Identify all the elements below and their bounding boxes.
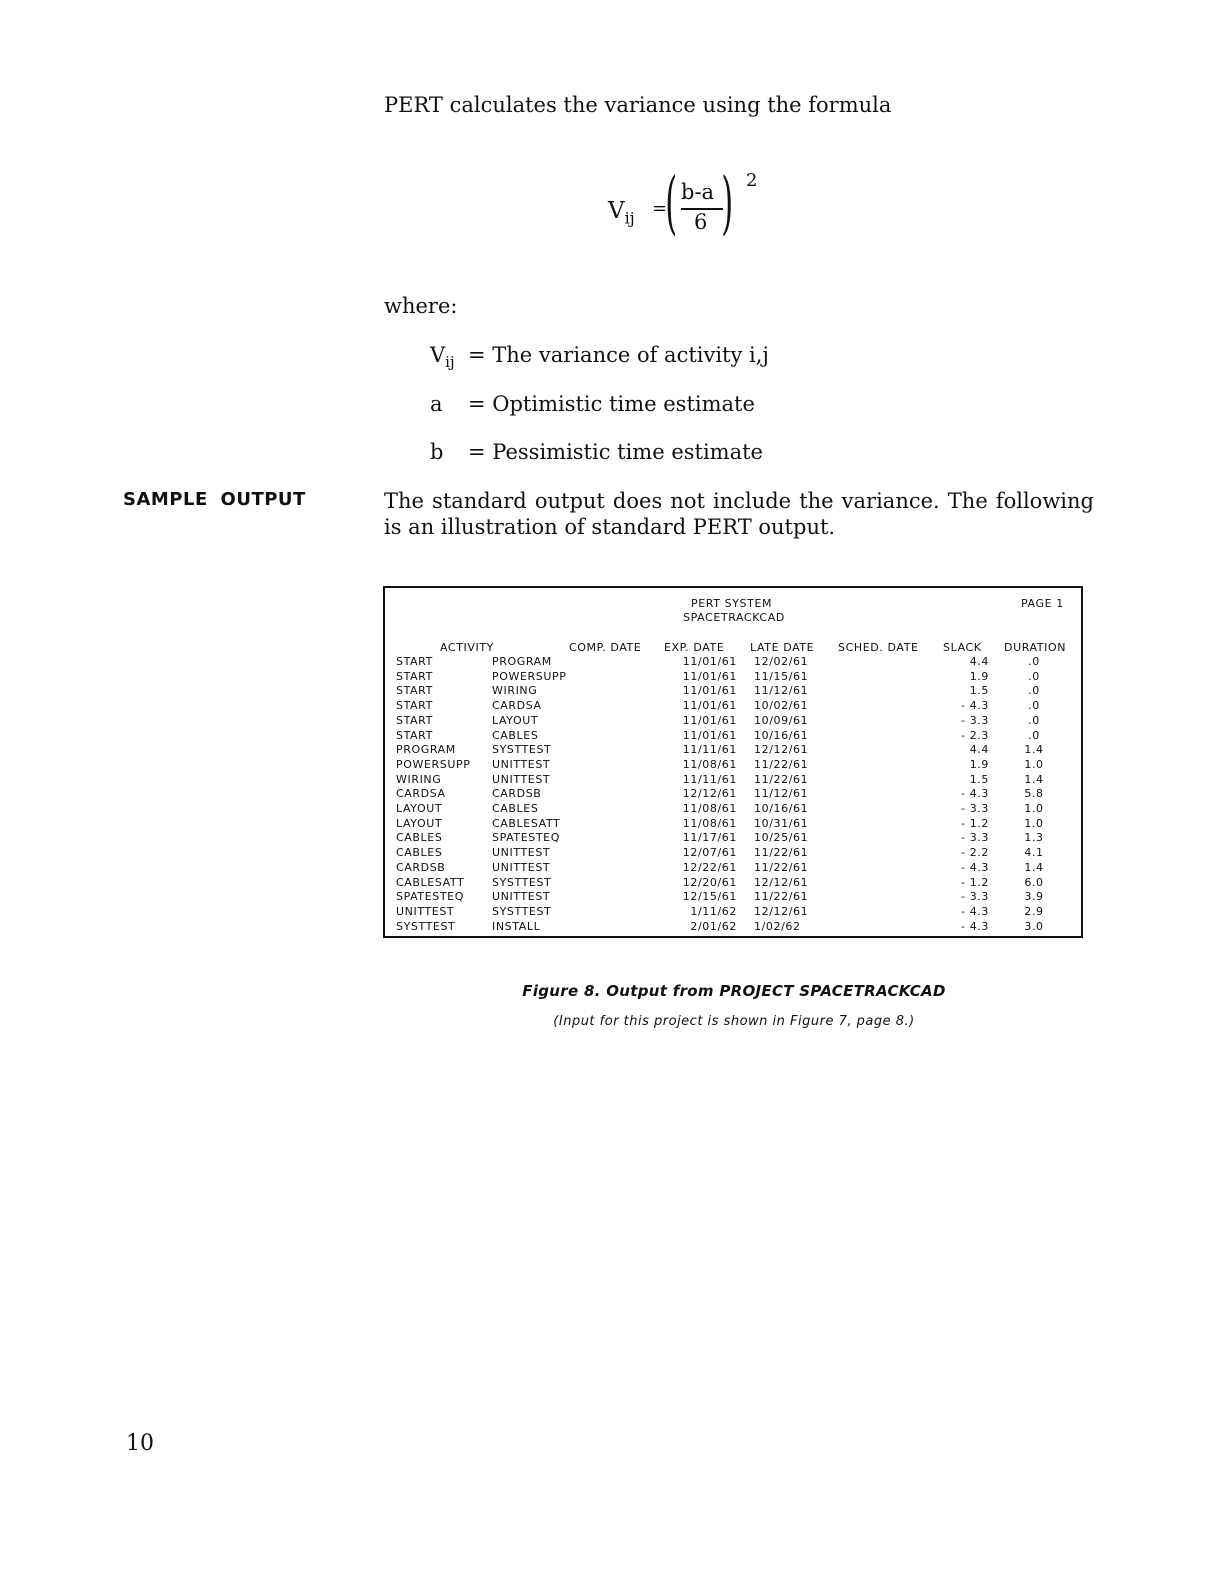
row-to-event: CABLES	[492, 728, 539, 742]
row-late-date: 11/22/61	[754, 772, 809, 786]
header-activity: ACTIVITY	[440, 641, 494, 654]
row-from-event: LAYOUT	[396, 816, 443, 830]
definition-b	[430, 440, 763, 464]
row-slack: - 2.3	[961, 728, 989, 742]
row-exp-date: 11/01/61	[682, 699, 737, 713]
header-sched-date: SCHED. DATE	[838, 641, 919, 654]
row-duration: 1.3	[1024, 831, 1044, 845]
row-late-date: 1/02/62	[754, 919, 801, 933]
row-slack: - 4.3	[961, 919, 989, 933]
row-exp-date: 12/12/61	[682, 787, 737, 801]
row-from-event: CABLESATT	[396, 875, 465, 889]
header-comp-date: COMP. DATE	[569, 641, 642, 654]
row-from-event: START	[396, 699, 433, 713]
row-exp-date: 1/11/62	[690, 904, 737, 918]
section-heading: SAMPLE OUTPUT	[123, 489, 306, 510]
row-to-event: UNITTEST	[492, 860, 551, 874]
row-to-event: UNITTEST	[492, 846, 551, 860]
intro-text: PERT calculates the variance using the formula	[384, 93, 892, 117]
row-slack: - 4.3	[961, 787, 989, 801]
row-exp-date: 11/11/61	[682, 772, 737, 786]
row-late-date: 11/15/61	[754, 669, 809, 683]
row-late-date: 10/16/61	[754, 802, 809, 815]
row-from-event: WIRING	[396, 772, 442, 786]
row-slack: - 1.2	[961, 816, 989, 830]
row-duration: 1.0	[1024, 757, 1044, 771]
row-duration: .0	[1028, 669, 1040, 683]
row-late-date: 11/22/61	[754, 860, 809, 874]
row-slack: 4.4	[969, 743, 989, 757]
header-duration: DURATION	[1004, 641, 1067, 654]
page-number: 10	[126, 1431, 154, 1456]
row-from-event: CARDSA	[396, 787, 446, 801]
definition-text: = Optimistic time estimate	[468, 392, 755, 416]
row-slack: - 3.3	[961, 802, 989, 815]
row-slack: 1.9	[969, 757, 989, 771]
row-slack: - 3.3	[961, 831, 989, 845]
row-slack: - 3.3	[961, 713, 989, 727]
row-late-date: 10/31/61	[754, 816, 809, 830]
row-exp-date: 11/01/61	[682, 669, 737, 683]
row-exp-date: 11/08/61	[682, 802, 737, 815]
row-from-event: START	[396, 728, 433, 742]
row-from-event: START	[396, 684, 433, 698]
row-slack: - 3.3	[961, 890, 989, 904]
row-slack: - 4.3	[961, 904, 989, 918]
row-to-event: PROGRAM	[492, 655, 552, 668]
variance-formula	[608, 164, 768, 248]
pert-printout	[383, 586, 1083, 938]
header-exp-date: EXP. DATE	[664, 641, 725, 654]
row-exp-date: 11/01/61	[682, 713, 737, 727]
definition-symbol: b	[430, 440, 444, 464]
row-duration: .0	[1028, 728, 1040, 742]
formula-denominator: 6	[694, 210, 708, 234]
definition-vij	[430, 343, 769, 371]
row-duration: 1.0	[1024, 802, 1044, 815]
row-to-event: SPATESTEQ	[492, 831, 560, 845]
printout-page-label: PAGE 1	[1021, 597, 1064, 610]
row-late-date: 12/12/61	[754, 743, 809, 757]
row-duration: .0	[1028, 713, 1040, 727]
row-exp-date: 12/15/61	[682, 890, 737, 904]
row-duration: 1.4	[1024, 743, 1044, 757]
formula-left-paren: (	[665, 164, 678, 243]
row-from-event: PROGRAM	[396, 743, 456, 757]
row-late-date: 10/25/61	[754, 831, 809, 845]
formula-numerator: b-a	[681, 180, 715, 204]
row-exp-date: 12/22/61	[682, 860, 737, 874]
definition-text: = Pessimistic time estimate	[468, 440, 763, 464]
row-duration: .0	[1028, 655, 1040, 668]
row-to-event: UNITTEST	[492, 772, 551, 786]
row-duration: 1.4	[1024, 860, 1044, 874]
row-duration: .0	[1028, 684, 1040, 698]
row-slack: - 4.3	[961, 699, 989, 713]
definition-text: = The variance of activity i,j	[468, 343, 769, 367]
row-from-event: CABLES	[396, 846, 443, 860]
row-duration: 3.0	[1024, 919, 1044, 933]
row-duration: 1.4	[1024, 772, 1044, 786]
row-from-event: POWERSUPP	[396, 757, 471, 771]
row-late-date: 10/02/61	[754, 699, 809, 713]
row-late-date: 12/02/61	[754, 655, 809, 668]
figure-caption: Figure 8. Output from PROJECT SPACETRACKCAD	[522, 982, 946, 1000]
definition-symbol: $V_{ij}$	[430, 343, 455, 372]
formula-equals: =	[652, 198, 668, 219]
row-late-date: 11/12/61	[754, 787, 809, 801]
row-to-event: WIRING	[492, 684, 538, 698]
formula-right-paren: )	[721, 164, 734, 243]
row-slack: - 2.2	[961, 846, 989, 860]
row-from-event: CABLES	[396, 831, 443, 845]
row-exp-date: 11/08/61	[682, 816, 737, 830]
definition-a	[430, 392, 755, 416]
row-slack: - 4.3	[961, 860, 989, 874]
row-to-event: CARDSB	[492, 787, 542, 801]
row-to-event: CABLESATT	[492, 816, 561, 830]
printout-title: PERT SYSTEM	[691, 597, 773, 610]
row-to-event: UNITTEST	[492, 890, 551, 904]
row-to-event: UNITTEST	[492, 757, 551, 771]
row-exp-date: 12/20/61	[682, 875, 737, 889]
row-duration: 1.0	[1024, 816, 1044, 830]
header-late-date: LATE DATE	[750, 641, 815, 654]
row-from-event: START	[396, 713, 433, 727]
body-paragraph: The standard output does not include the variance. The following is an illustration of standard PERT output.	[384, 489, 1094, 539]
formula-lhs: $V_{ij}$	[608, 198, 635, 228]
row-late-date: 11/22/61	[754, 890, 809, 904]
row-from-event: LAYOUT	[396, 802, 443, 815]
row-late-date: 12/12/61	[754, 904, 809, 918]
row-from-event: UNITTEST	[396, 904, 455, 918]
row-slack: - 1.2	[961, 875, 989, 889]
row-late-date: 11/22/61	[754, 757, 809, 771]
row-duration: 6.0	[1024, 875, 1044, 889]
row-to-event: CARDSA	[492, 699, 542, 713]
row-late-date: 12/12/61	[754, 875, 809, 889]
printout-project: SPACETRACKCAD	[683, 611, 785, 624]
row-duration: 2.9	[1024, 904, 1044, 918]
formula-exponent: 2	[746, 170, 758, 191]
row-to-event: LAYOUT	[492, 713, 539, 727]
row-duration: .0	[1028, 699, 1040, 713]
row-from-event: START	[396, 655, 433, 668]
row-late-date: 11/12/61	[754, 684, 809, 698]
header-slack: SLACK	[943, 641, 982, 654]
row-exp-date: 11/08/61	[682, 757, 737, 771]
row-exp-date: 11/01/61	[682, 684, 737, 698]
row-exp-date: 11/01/61	[682, 728, 737, 742]
row-slack: 1.5	[969, 772, 989, 786]
row-to-event: CABLES	[492, 802, 539, 815]
row-exp-date: 2/01/62	[690, 919, 737, 933]
row-exp-date: 11/01/61	[682, 655, 737, 668]
row-slack: 1.5	[969, 684, 989, 698]
row-slack: 1.9	[969, 669, 989, 683]
row-to-event: SYSTTEST	[492, 904, 552, 918]
row-late-date: 10/16/61	[754, 728, 809, 742]
row-duration: 3.9	[1024, 890, 1044, 904]
row-to-event: SYSTTEST	[492, 743, 552, 757]
row-duration: 4.1	[1024, 846, 1044, 860]
row-exp-date: 11/17/61	[682, 831, 737, 845]
row-slack: 4.4	[969, 655, 989, 668]
row-to-event: POWERSUPP	[492, 669, 567, 683]
row-exp-date: 11/11/61	[682, 743, 737, 757]
row-exp-date: 12/07/61	[682, 846, 737, 860]
row-from-event: SYSTTEST	[396, 919, 456, 933]
row-to-event: SYSTTEST	[492, 875, 552, 889]
row-from-event: START	[396, 669, 433, 683]
row-to-event: INSTALL	[492, 919, 541, 933]
definition-symbol: a	[430, 392, 443, 416]
row-late-date: 11/22/61	[754, 846, 809, 860]
row-late-date: 10/09/61	[754, 713, 809, 727]
figure-note: (Input for this project is shown in Figure 7, page 8.)	[553, 1014, 915, 1029]
row-from-event: CARDSB	[396, 860, 446, 874]
row-from-event: SPATESTEQ	[396, 890, 464, 904]
where-label: where:	[384, 294, 458, 318]
row-duration: 5.8	[1024, 787, 1044, 801]
